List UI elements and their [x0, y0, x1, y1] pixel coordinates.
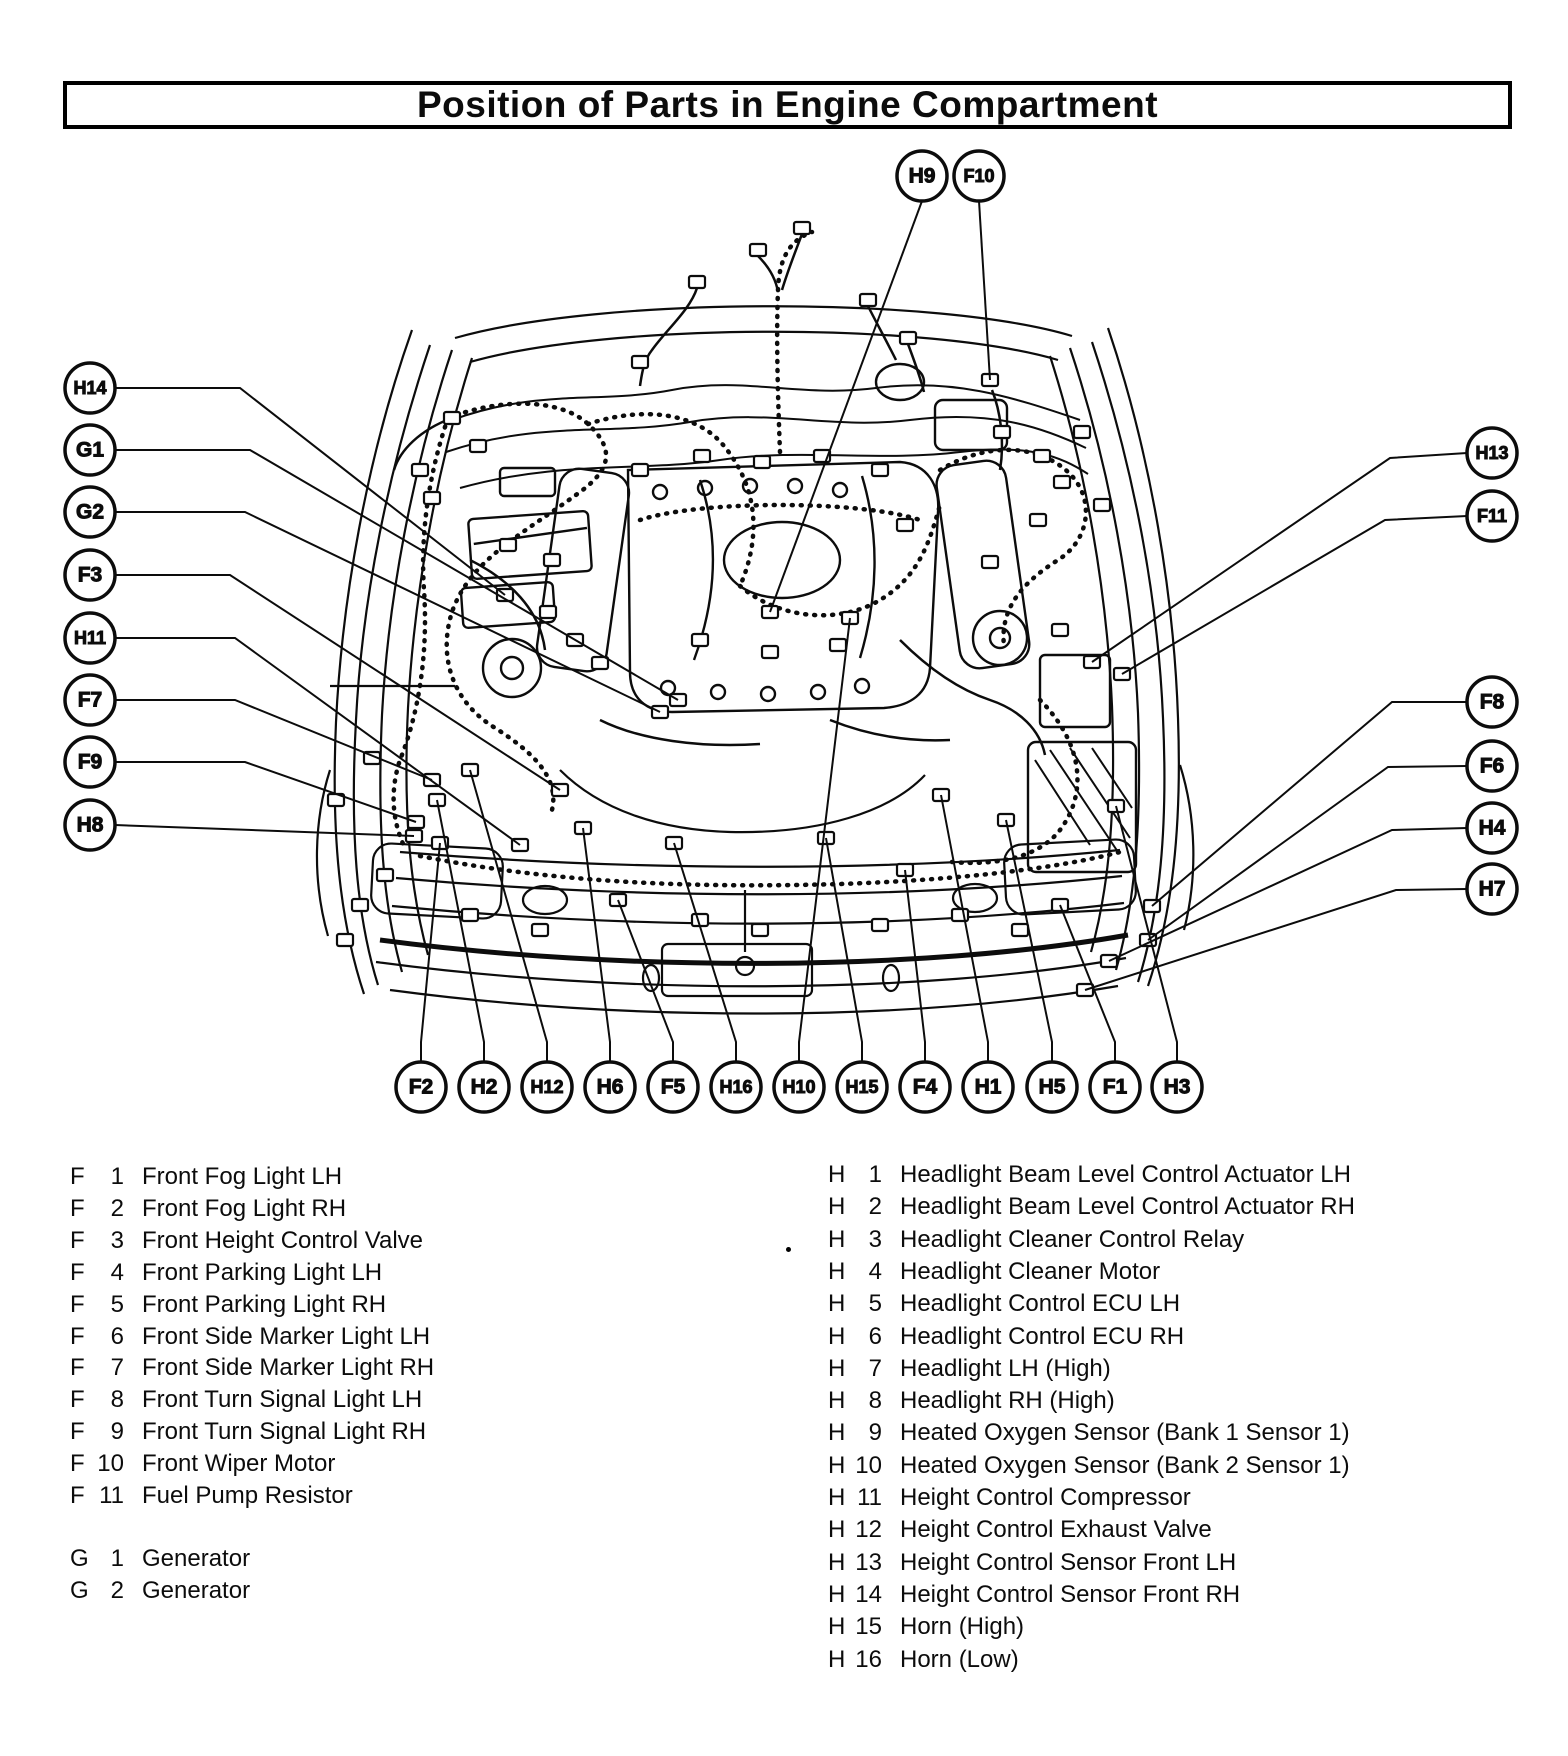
connector — [337, 934, 353, 946]
connector — [1054, 476, 1070, 488]
legend-number: 1 — [110, 1163, 124, 1190]
legend-code: G — [70, 1545, 89, 1572]
callout-H16 — [711, 1062, 761, 1112]
callout-label: F9 — [77, 750, 103, 774]
legend-item-H13 — [828, 1548, 1237, 1577]
callout-label: H14 — [73, 378, 107, 398]
legend-item-H8 — [828, 1389, 1115, 1415]
legend-item-H10 — [828, 1451, 1350, 1480]
callout-label: H7 — [1478, 877, 1506, 901]
legend-label: Horn (Low) — [900, 1645, 1019, 1673]
legend-item-H16 — [828, 1645, 1019, 1674]
legend-number: 10 — [97, 1450, 124, 1478]
legend-label: Heated Oxygen Sensor (Bank 1 Sensor 1) — [900, 1419, 1350, 1447]
legend-item-F7 — [70, 1356, 434, 1382]
car-body-outline — [317, 306, 1193, 994]
legend-number: 8 — [868, 1387, 882, 1415]
stray-mark — [786, 1247, 791, 1252]
leader-line-F8 — [1152, 702, 1467, 906]
legend-code: F — [70, 1418, 85, 1446]
legend-code: H — [828, 1354, 846, 1382]
legend-code: F — [70, 1194, 85, 1222]
callout-F5 — [648, 1062, 698, 1112]
callout-label: H12 — [530, 1077, 564, 1097]
connector — [752, 924, 768, 936]
connector — [424, 492, 440, 504]
legend-label: Height Control Compressor — [900, 1484, 1191, 1511]
callout-label: H6 — [596, 1075, 624, 1099]
legend-code: F — [70, 1258, 85, 1286]
legend-item-H6 — [828, 1322, 1185, 1351]
callout-F8 — [1467, 677, 1517, 727]
callout-G2 — [65, 487, 115, 537]
legend-label: Headlight Control ECU LH — [900, 1290, 1181, 1318]
callout-F9 — [65, 737, 115, 787]
callout-label: F8 — [1479, 690, 1505, 714]
legend-label: Headlight RH (High) — [900, 1387, 1115, 1415]
leader-line-H11 — [115, 638, 520, 845]
legend-code: H — [828, 1257, 846, 1285]
callout-label: F3 — [77, 563, 103, 587]
strut-towers — [483, 611, 1027, 697]
legend-label: Horn (High) — [900, 1613, 1025, 1641]
connector — [754, 456, 770, 468]
legend-code: F — [70, 1322, 85, 1350]
engine-block — [534, 458, 1031, 712]
connector — [762, 646, 778, 658]
legend-label: Headlight Cleaner Control Relay — [900, 1225, 1245, 1253]
legend-code: H — [828, 1193, 846, 1221]
legend-item-F3 — [70, 1226, 424, 1255]
legend-number: 8 — [110, 1386, 124, 1414]
callout-F6 — [1467, 741, 1517, 791]
legend-code: H — [828, 1580, 846, 1608]
harness-wires — [394, 234, 1045, 755]
callout-label: H4 — [1478, 816, 1506, 840]
connector — [632, 356, 648, 368]
connector — [1052, 624, 1068, 636]
callout-label: F4 — [912, 1075, 938, 1099]
callout-F10 — [954, 151, 1004, 201]
legend-label: Headlight LH (High) — [900, 1354, 1111, 1382]
legend-label: Front Height Control Valve — [142, 1226, 424, 1254]
legend-item-H14 — [828, 1580, 1241, 1609]
legend-code: H — [828, 1387, 846, 1415]
callout-H14 — [65, 363, 115, 413]
legend-code: F — [70, 1482, 85, 1509]
connector — [1012, 924, 1028, 936]
legend-number: 14 — [855, 1580, 882, 1608]
callout-circles — [65, 151, 1517, 1112]
callout-H10 — [774, 1062, 824, 1112]
leader-line-F2 — [421, 843, 440, 1062]
legend-label: Generator — [142, 1577, 251, 1604]
legend-item-F9 — [70, 1420, 426, 1446]
leader-line-F5 — [618, 900, 673, 1062]
leader-line-H16 — [674, 843, 736, 1062]
callout-F7 — [65, 675, 115, 725]
wiring-harness — [394, 232, 1120, 885]
legend-code: H — [828, 1290, 846, 1318]
callout-H7 — [1467, 864, 1517, 914]
connector — [1074, 426, 1090, 438]
legend-label: Generator — [142, 1545, 251, 1572]
connector — [872, 464, 888, 476]
leader-line-H8 — [115, 825, 414, 836]
callout-H12 — [522, 1062, 572, 1112]
legend-item-H4 — [828, 1257, 1161, 1286]
legend-number: 1 — [868, 1161, 882, 1188]
legend-number: 10 — [855, 1451, 882, 1479]
connector — [692, 634, 708, 646]
legend-number: 2 — [110, 1194, 124, 1222]
callout-H15 — [837, 1062, 887, 1112]
connector — [994, 426, 1010, 438]
connector — [444, 412, 460, 424]
legend-number: 11 — [857, 1484, 882, 1511]
legend-number: 15 — [855, 1613, 882, 1641]
connector — [982, 556, 998, 568]
leader-line-H9 — [770, 201, 922, 612]
legend-number: 4 — [110, 1258, 124, 1286]
leader-line-F10 — [979, 201, 990, 380]
connector — [470, 440, 486, 452]
legend-item-F6 — [70, 1322, 431, 1351]
legend-item-F1 — [70, 1165, 342, 1191]
legend-label: Height Control Sensor Front LH — [900, 1548, 1237, 1576]
callout-F2 — [396, 1062, 446, 1112]
legend-item-H2 — [828, 1195, 1355, 1221]
legend-code: F — [70, 1386, 85, 1414]
callout-F11 — [1467, 491, 1517, 541]
leader-line-F7 — [115, 700, 432, 780]
callout-label: F5 — [660, 1075, 686, 1099]
callout-F3 — [65, 550, 115, 600]
title-box — [63, 81, 1512, 129]
legend-number: 9 — [110, 1418, 124, 1446]
connector — [750, 244, 766, 256]
legend-label: Heated Oxygen Sensor (Bank 2 Sensor 1) — [900, 1451, 1350, 1479]
legend-item-F8 — [70, 1388, 422, 1414]
connector — [544, 554, 560, 566]
connector — [900, 332, 916, 344]
legend-number: 7 — [110, 1354, 124, 1382]
callout-H5 — [1027, 1062, 1077, 1112]
legend-code: F — [70, 1163, 85, 1190]
legend-number: 3 — [110, 1226, 124, 1254]
legend-number: 3 — [868, 1225, 882, 1253]
legend-code: H — [828, 1484, 846, 1511]
legend-label: Front Parking Light LH — [142, 1258, 383, 1286]
callout-H6 — [585, 1062, 635, 1112]
connector — [1030, 514, 1046, 526]
connector — [897, 519, 913, 531]
callout-F1 — [1090, 1062, 1140, 1112]
connector — [872, 919, 888, 931]
callout-label: H5 — [1038, 1075, 1066, 1099]
leader-lines — [115, 201, 1467, 1062]
callout-H13 — [1467, 428, 1517, 478]
connector — [830, 639, 846, 651]
connector — [1034, 450, 1050, 462]
legend-item-G1 — [70, 1547, 250, 1573]
legend-code: H — [828, 1225, 846, 1253]
legend-item-F11 — [70, 1484, 353, 1510]
legend-code: G — [70, 1577, 89, 1604]
connector — [632, 464, 648, 476]
legend-code: F — [70, 1290, 85, 1318]
legend-number: 2 — [868, 1193, 882, 1221]
connector — [352, 899, 368, 911]
legend-item-H3 — [828, 1225, 1245, 1254]
callout-H4 — [1467, 803, 1517, 853]
legend-code: H — [828, 1548, 846, 1576]
connector — [540, 606, 556, 618]
callout-label: G2 — [75, 500, 105, 524]
callout-label: H15 — [845, 1077, 879, 1097]
legend-label: Headlight Cleaner Motor — [900, 1257, 1161, 1285]
legend-label: Height Control Sensor Front RH — [900, 1580, 1241, 1608]
legend-code: H — [828, 1451, 846, 1479]
legend-code: H — [828, 1161, 846, 1188]
callout-label: F6 — [1479, 754, 1505, 778]
legend-item-H7 — [828, 1354, 1111, 1383]
callout-label: H13 — [1475, 443, 1509, 463]
callout-H9 — [897, 151, 947, 201]
leader-line-F4 — [905, 870, 925, 1062]
legend-label: Front Wiper Motor — [142, 1450, 336, 1478]
legend-number: 5 — [868, 1290, 882, 1318]
page-title: Position of Parts in Engine Compartment — [416, 84, 1159, 125]
legend-item-H9 — [828, 1421, 1350, 1447]
legend-code: F — [70, 1450, 85, 1478]
front-structure — [330, 686, 1137, 1014]
leader-line-H13 — [1092, 453, 1467, 662]
legend-label: Front Turn Signal Light LH — [142, 1386, 423, 1414]
legend-code: H — [828, 1516, 846, 1544]
legend-number: 13 — [855, 1548, 882, 1576]
connector — [412, 464, 428, 476]
legend-label: Front Fog Light RH — [142, 1194, 347, 1222]
connector — [532, 924, 548, 936]
legend-item-H1 — [828, 1163, 1351, 1189]
callout-F4 — [900, 1062, 950, 1112]
callout-G1 — [65, 425, 115, 475]
legend-label: Headlight Control ECU RH — [900, 1322, 1185, 1350]
callout-H8 — [65, 800, 115, 850]
callout-label: F10 — [963, 166, 995, 186]
legend-number: 12 — [855, 1516, 882, 1544]
callout-label: H1 — [974, 1075, 1002, 1099]
callout-label: H3 — [1163, 1075, 1191, 1099]
callout-label: H9 — [908, 164, 936, 188]
legend-item-H5 — [828, 1292, 1180, 1318]
legend-item-H11 — [828, 1486, 1191, 1512]
legend-item-H12 — [828, 1518, 1212, 1544]
connector — [794, 222, 810, 234]
legend-label: Headlight Beam Level Control Actuator RH — [900, 1193, 1355, 1221]
legend-number: 6 — [868, 1322, 882, 1350]
legend-label: Front Side Marker Light RH — [142, 1354, 435, 1382]
legend-label: Front Parking Light RH — [142, 1290, 387, 1318]
leader-line-H15 — [826, 838, 862, 1062]
callout-label: H8 — [76, 813, 104, 837]
legend-item-F4 — [70, 1258, 383, 1287]
legend-code: H — [828, 1419, 846, 1447]
callout-label: F7 — [77, 688, 103, 712]
leader-line-G2 — [115, 512, 660, 712]
callout-label: H16 — [719, 1077, 753, 1097]
legend-number: 11 — [99, 1482, 124, 1509]
legend-label: Front Turn Signal Light RH — [142, 1418, 427, 1446]
legend-number: 4 — [868, 1257, 882, 1285]
callout-H11 — [65, 613, 115, 663]
callout-label: F1 — [1102, 1075, 1128, 1099]
legend-item-F2 — [70, 1194, 347, 1223]
legend-number: 2 — [110, 1577, 124, 1604]
leader-line-H1 — [941, 795, 988, 1062]
legend-item-G2 — [70, 1579, 250, 1605]
leader-line-F6 — [1148, 766, 1467, 940]
connector — [694, 450, 710, 462]
legend-code: H — [828, 1645, 846, 1673]
legend-label: Headlight Beam Level Control Actuator LH — [900, 1161, 1351, 1188]
legend-item-H15 — [828, 1615, 1024, 1641]
connector — [689, 276, 705, 288]
callout-label: H10 — [782, 1077, 816, 1097]
leader-line-H2 — [437, 800, 484, 1062]
callout-label: F2 — [408, 1075, 434, 1099]
callout-label: F11 — [1476, 506, 1508, 526]
legend-item-F5 — [70, 1290, 387, 1319]
callout-label: H2 — [470, 1075, 498, 1099]
legend-code: H — [828, 1322, 846, 1350]
legend-number: 5 — [110, 1290, 124, 1318]
legend-label: Height Control Exhaust Valve — [900, 1516, 1212, 1544]
connector — [500, 539, 516, 551]
callout-label: H11 — [73, 628, 107, 648]
connector — [1094, 499, 1110, 511]
connector — [860, 294, 876, 306]
legend-number: 1 — [110, 1545, 124, 1572]
callout-label: G1 — [75, 438, 105, 462]
connector — [462, 909, 478, 921]
callout-H2 — [459, 1062, 509, 1112]
callout-H1 — [963, 1062, 1013, 1112]
legend-label: Fuel Pump Resistor — [142, 1482, 353, 1509]
legend-number: 16 — [855, 1645, 882, 1673]
legend-item-F10 — [70, 1452, 335, 1478]
legend-code: H — [828, 1613, 846, 1641]
legend-number: 9 — [868, 1419, 882, 1447]
legend-code: F — [70, 1226, 85, 1254]
legend-code: F — [70, 1354, 85, 1382]
connector — [377, 869, 393, 881]
leader-line-F9 — [115, 762, 416, 822]
callout-H3 — [1152, 1062, 1202, 1112]
legend-number: 7 — [868, 1354, 882, 1382]
legend-number: 6 — [110, 1322, 124, 1350]
legend-label: Front Fog Light LH — [142, 1163, 343, 1190]
legend-label: Front Side Marker Light LH — [142, 1322, 431, 1350]
